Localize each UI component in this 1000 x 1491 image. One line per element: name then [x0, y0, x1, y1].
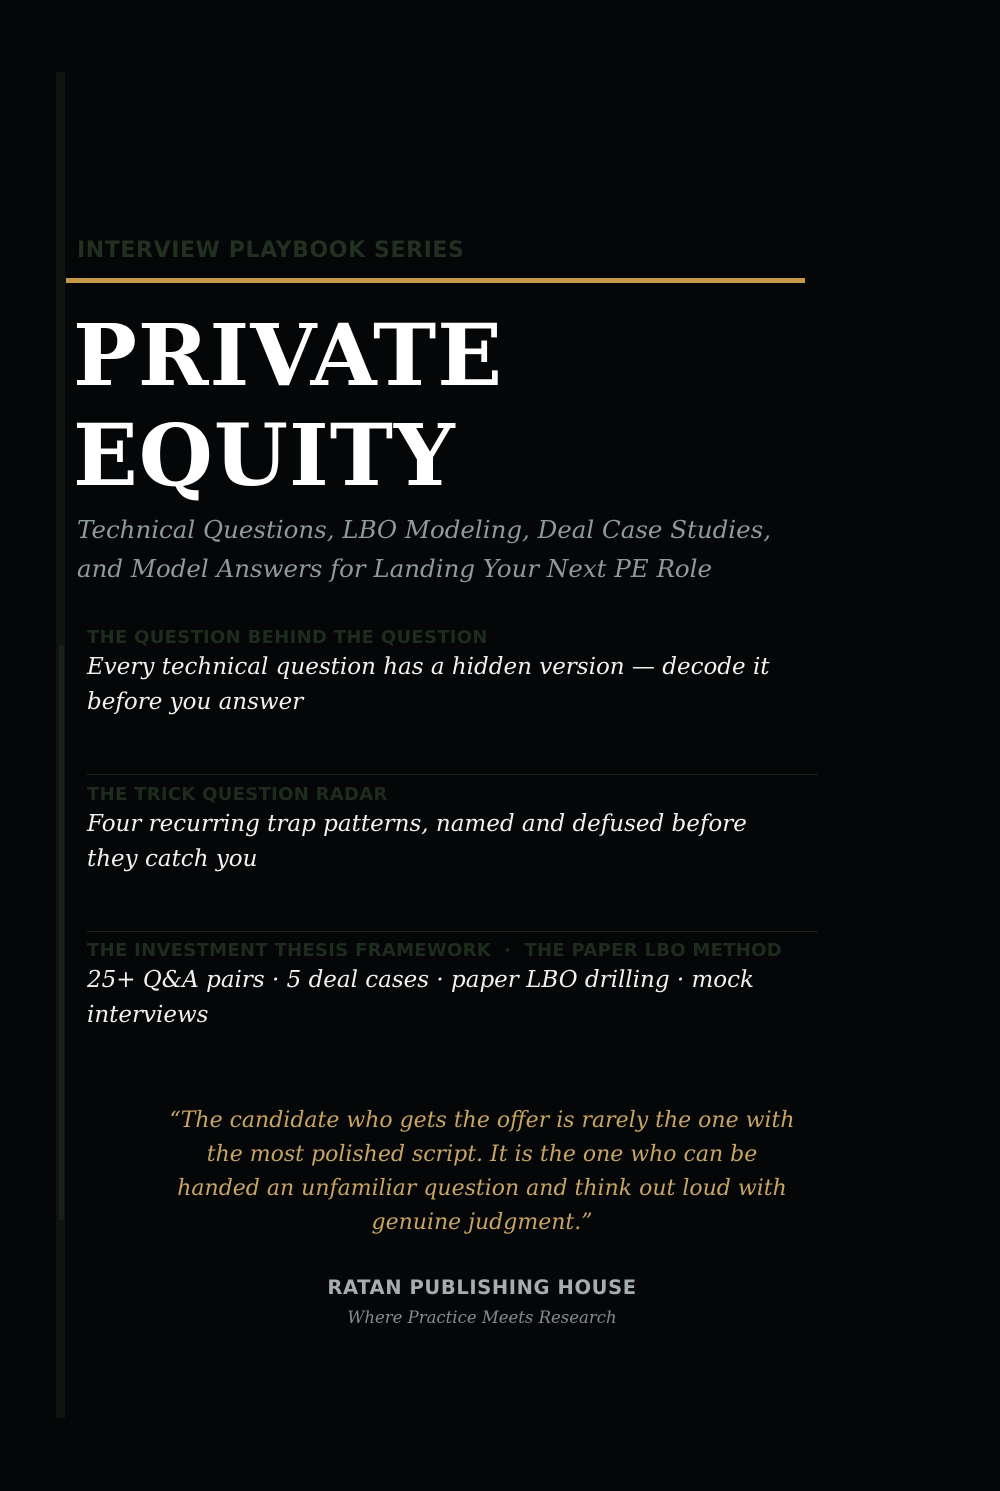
feature-heading: THE INVESTMENT THESIS FRAMEWORK · THE PAPER LBO METHOD: [87, 940, 782, 961]
publisher-tagline: Where Practice Meets Research: [347, 1308, 617, 1327]
section-divider: [87, 931, 818, 932]
gold-rule: [66, 278, 805, 283]
feature-block: [87, 784, 818, 877]
feature-line: interviews: [87, 1002, 209, 1028]
quote-line: “The candidate who gets the offer is rarely the one with: [169, 1108, 795, 1133]
feature-line: they catch you: [87, 846, 258, 872]
feature-description: [87, 963, 818, 1033]
feature-description: [87, 650, 818, 720]
book-subtitle: [77, 510, 837, 588]
subtitle-line-2: and Model Answers for Landing Your Next PE Role: [77, 554, 712, 583]
title-line-1: PRIVATE: [73, 306, 504, 406]
feature-heading: THE TRICK QUESTION RADAR: [87, 784, 388, 805]
publisher-name: RATAN PUBLISHING HOUSE: [327, 1276, 637, 1299]
subtitle-line-1: Technical Questions, LBO Modeling, Deal Case Studies,: [77, 515, 772, 544]
pull-quote: [130, 1104, 834, 1240]
feature-description: [87, 807, 818, 877]
feature-line: 25+ Q&A pairs · 5 deal cases · paper LBO drilling · mock: [87, 967, 754, 993]
feature-line: Every technical question has a hidden version — decode it: [87, 654, 770, 680]
feature-block: [87, 627, 818, 720]
quote-line: handed an unfamiliar question and think out loud with: [177, 1176, 787, 1201]
spine-bar-accent: [59, 645, 64, 1220]
series-label: INTERVIEW PLAYBOOK SERIES: [77, 238, 465, 263]
book-title: [73, 306, 503, 506]
feature-block: [87, 940, 818, 1033]
feature-heading: THE QUESTION BEHIND THE QUESTION: [87, 627, 488, 648]
feature-line: Four recurring trap patterns, named and defused before: [87, 811, 747, 837]
quote-line: the most polished script. It is the one who can be: [206, 1142, 758, 1167]
quote-line: genuine judgment.”: [371, 1210, 593, 1235]
section-divider: [87, 774, 818, 775]
feature-line: before you answer: [87, 689, 304, 715]
title-line-2: EQUITY: [73, 406, 456, 506]
